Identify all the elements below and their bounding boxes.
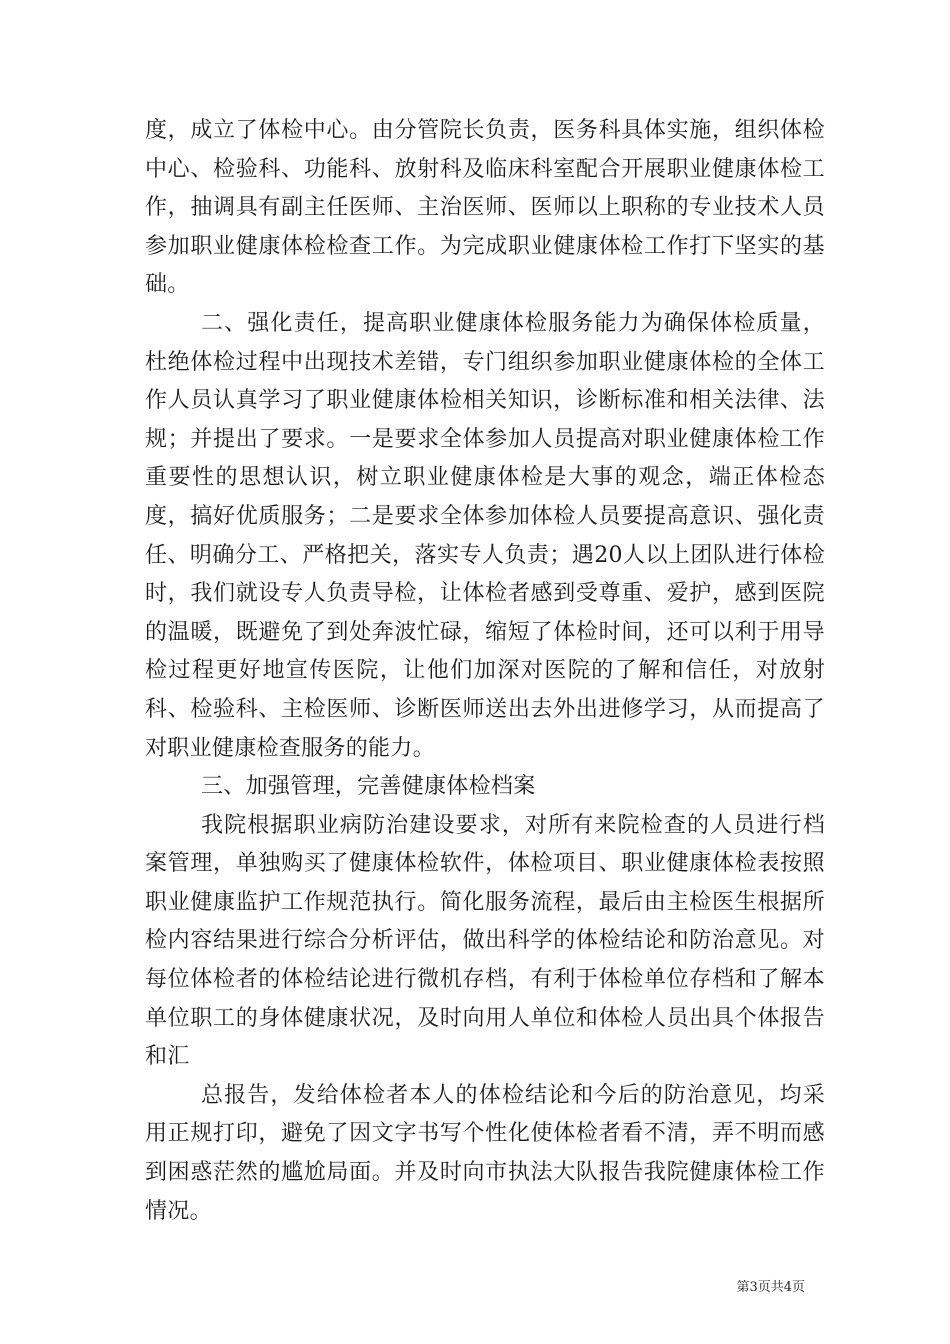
paragraph-2: 二、强化责任，提高职业健康体检服务能力为确保体检质量，杜绝体检过程中出现技术差错，专门组织参加职业健康体检的全体工作人员认真学习了职业健康体检相关知识，诊断标准和相关法律、法规；并提出了要求。一是要求全体参加人员提高对职业健康体检工作重要性的思想认识，树立职业健康体检是大事的观念，端正体检态度，搞好优质服务；二是要求全体参加体检人员要提高意识、强化责任、明确分工、严格把关，落实专人负责；遇20人以上团队进行体检时，我们就设专人负责导检，让体检者感到受尊重、爱护，感到医院的温暖，既避免了到处奔波忙碌，缩短了体检时间，还可以利于用导检过程更好地宣传医院，让他们加深对医院的了解和信任，对放射科、检验科、主检医师、诊断医师送出去外出进修学习，从而提高了对职业健康检查服务的能力。 xyxy=(145,310,825,761)
paragraph-1: 度，成立了体检中心。由分管院长负责，医务科具体实施，组织体检中心、检验科、功能科、放射科及临床科室配合开展职业健康体检工作，抽调具有副主任医师、主治医师、医师以上职称的专业技术人员参加职业健康体检检查工作。为完成职业健康体检工作打下坚实的基础。 xyxy=(145,118,825,298)
paragraph-5: 总报告，发给体检者本人的体检结论和今后的防治意见，均采用正规打印，避免了因文字书写个性化使体检者看不清，弄不明而感到困惑茫然的尴尬局面。并及时向市执法大队报告我院健康体检工作情况。 xyxy=(145,1082,825,1224)
page-number: 第3页共4页 xyxy=(736,1280,805,1295)
document-body xyxy=(145,112,825,1231)
paragraph-4: 我院根据职业病防治建设要求，对所有来院检查的人员进行档案管理，单独购买了健康体检软件，体检项目、职业健康体检表按照职业健康监护工作规范执行。简化服务流程，最后由主检医生根据所检内容结果进行综合分析评估，做出科学的体检结论和防治意见。对每位体检者的体检结论进行微机存档，有利于体检单位存档和了解本单位职工的身体健康状况，及时向用人单位和体检人员出具个体报告和汇 xyxy=(145,812,825,1070)
section-heading-3: 三、加强管理，完善健康体检档案 xyxy=(201,774,536,800)
